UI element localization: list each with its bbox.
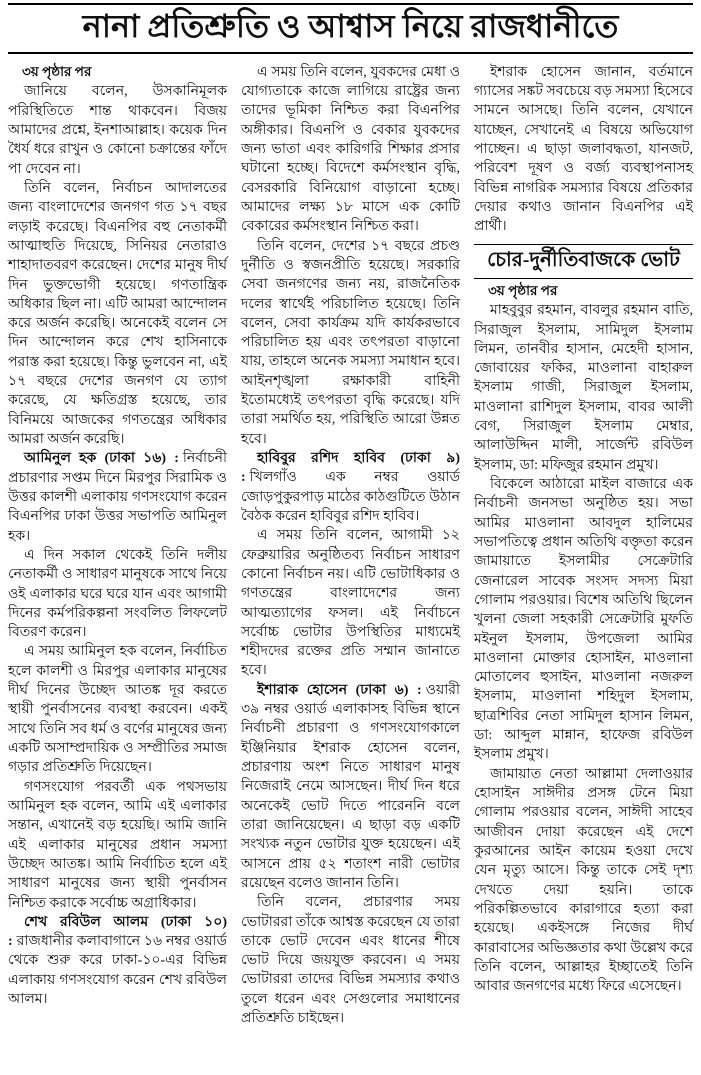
column-2	[241, 63, 460, 1029]
main-headline: নানা প্রতিশ্রুতি ও আশ্বাস নিয়ে রাজধানীতে	[82, 8, 619, 44]
paragraph: এ দিন সকাল থেকেই তিনি দলীয় নেতাকর্মী ও সাধারণ মানুষকে সাথে নিয়ে ওই এলাকার ঘরে ঘরে যান এবং আগামী দিনের কর্মপরিকল্পনা সংবলিত লিফলেট বিতরণ করেন।	[8, 547, 227, 641]
paragraph: গণসংযোগ পরবর্তী এক পথসভায় আমিনুল হক বলেন, আমি এই এলাকার সন্তান, এখানেই বড় হয়েছি। আমি জানি এই এলাকার মানুষের প্রধান সমস্যা উচ্ছেদ আতঙ্ক। আমি নির্বাচিত হলে এই সাধারণ মানুষের জন্য স্থায়ী পুনর্বাসন নিশ্চিত করাকে সর্বোচ্চ অগ্রাধিকার।	[8, 779, 227, 911]
candidate-name: হাবিবুর রশিদ হাবিব (ঢাকা ৯) :	[241, 451, 460, 486]
candidate-paragraph	[241, 449, 460, 526]
article-body	[8, 63, 693, 1029]
candidate-paragraph	[241, 681, 460, 893]
continuation-marker: ৩য় পৃষ্ঠার পর	[488, 282, 558, 298]
continuation-marker: ৩য় পৃষ্ঠার পর	[22, 63, 92, 79]
paragraph: এ সময় তিনি বলেন, যুবকদের মেধা ও যোগ্যতাকে কাজে লাগিয়ে রাষ্ট্রের জন্য তাদের ভূমিকা নিশ্চিত করা বিএনপির অঙ্গীকার। বিএনপি ও বেকার যুবকদের জন্য ভাতা এবং কারিগরি শিক্ষার প্রসার ঘটানো হচ্ছে। বিদেশে কর্মসংস্থান বৃদ্ধি, বেসরকারি বিনিয়োগ বাড়ানো হচ্ছে। আমাদের লক্ষ্য ১৮ মাসে এক কোটি বেকারের কর্মসংস্থান নিশ্চিত করা।	[241, 64, 460, 235]
paragraph-text: রাজধানীর কলাবাগানে ১৬ নম্বর ওয়ার্ড থেকে শুরু করে ঢাকা-১০-এর বিভিন্ন এলাকায় গণসংযোগ করেন শেখ রবিউল আলম।	[8, 934, 227, 1008]
candidate-paragraph	[8, 449, 227, 546]
second-headline-bottom-rule	[474, 278, 693, 279]
paragraph-text: ওয়ারী ৩৯ নম্বর ওয়ার্ড এলাকাসহ বিভিন্ন স্থানে নির্বাচনী প্রচারণা ও গণসংযোগকালে ইঞ্জিনিয়ার ইশরাক হোসেন বলেন, প্রচারণায় অংশ নিতে সাধারণ মানুষ নিজেরাই নেমে আসছেন। দীর্ঘ দিন ধরে অনেকেই ভোট দিতে পারেননি বলে তারা জানিয়েছেন। এ ছাড়া বড় একটি সংখ্যক নতুন ভোটার যুক্ত হয়েছেন। এই আসনে প্রায় ৫২ শতাংশ নারী ভোটার রয়েছেন বলেও জানান তিনি।	[241, 682, 460, 891]
paragraph: ইশরাক হোসেন জানান, বর্তমানে গ্যাসের সঙ্কট সবচেয়ে বড় সমস্যা হিসেবে সামনে আসছে। তিনি বলেন, যেখানে যাচ্ছেন, সেখানেই এ বিষয়ে অভিযোগ পাচ্ছেন। এ ছাড়া জলাবদ্ধতা, যানজট, পরিবেশ দূষণ ও বর্জ্য ব্যবস্থাপনাসহ বিভিন্ন নাগরিক সমস্যার বিষয়ে প্রতিকার দেয়ার কথাও জানান বিএনপির এই প্রার্থী।	[474, 64, 693, 235]
candidate-name: ইশারাক হোসেন (ঢাকা ৬) :	[257, 682, 422, 698]
second-article-header	[474, 244, 693, 279]
second-headline: চোর-দুর্নীতিবাজকে ভোট	[487, 248, 680, 271]
headline-bottom-rule	[8, 52, 693, 54]
candidate-name: শেখ রবিউল আলম (ঢাকা ১০) :	[8, 914, 227, 950]
candidate-paragraph	[8, 913, 227, 1010]
paragraph: এ সময় তিনি বলেন, আগামী ১২ ফেব্রুয়ারির অনুষ্ঠিতব্য নির্বাচন সাধারণ কোনো নির্বাচন নয়। এটি ভোটাধিকার ও গণতন্ত্রের বাংলাদেশের জন্য আত্মত্যাগের ফসল। এই নির্বাচনে সর্বোচ্চ ভোটার উপস্থিতির মাধ্যমেই শহীদদের রক্তের প্রতি সম্মান জানাতে হবে।	[241, 528, 460, 679]
article-header	[8, 3, 693, 54]
candidate-name: আমিনুল হক (ঢাকা ১৬) :	[24, 451, 179, 467]
paragraph-text: খিলগাঁও এক নম্বর ওয়ার্ড জোড়পুকুরপাড় মাঠের কাঠগুটিতে উঠান বৈঠক করেন হাবিবুর রশিদ হাবিব।	[241, 470, 460, 524]
column-1	[8, 63, 227, 1029]
paragraph: বিকেলে আঠারো মাইল বাজারে এক নির্বাচনী জনসভা অনুষ্ঠিত হয়। সভা আমির মাওলানা আবদুল হালিমের সভাপতিত্বে প্রধান অতিথি বক্তৃতা করেন জামায়াতে ইসলামীর সেক্রেটারি জেনারেল সাবেক সংসদ সদস্য মিয়া গোলাম পরওয়ার। বিশেষ অতিথি ছিলেন খুলনা জেলা সহকারী সেক্রেটারি মুফতি মইনুল ইসলাম, উপজেলা আমির মাওলানা মোক্তার হোসাইন, মাওলানা মোতালেব হুসাইন, মাওলানা নজরুল ইসলাম, মাওলানা শহিদুল ইসলাম, ছাত্রশিবির নেতা সামিদুল হাসান লিমন, ডা: আব্দুল মান্নান, হাফেজ রবিউল ইসলাম প্রমুখ।	[474, 477, 693, 763]
paragraph: জানিয়ে বলেন, উসকানিমূলক পরিস্থিতিতে শান্ত থাকবেন। বিজয় আমাদের প্রশ্নে, ইনশাআল্লাহ। কয়েক দিন ধৈর্য ধরে রাখুন ও কোনো চক্রান্তের ফাঁদে পা দেবেন না।	[8, 84, 227, 177]
column-3	[474, 63, 693, 1029]
paragraph: এ সময় আমিনুল হক বলেন, নির্বাচিত হলে কালশী ও মিরপুর এলাকার মানুষের দীর্ঘ দিনের উচ্ছেদ আতঙ্ক দূর করতে স্থায়ী পুনর্বাসনের ব্যবস্থা করবেন। একই সাথে তিনি সব ধর্ম ও বর্ণের মানুষের জন্য একটি অসাম্প্রদায়িক ও সম্প্রীতির সমাজ গড়ার প্রতিশ্রুতি দিয়েছেন।	[8, 644, 227, 776]
paragraph: তিনি বলেন, দেশের ১৭ বছরে প্রচণ্ড দুর্নীতি ও স্বজনপ্রীতি হয়েছে। সরকারি সেবা জনগণের জন্য নয়, রাজনৈতিক দলের স্বার্থেই পরিচালিত হয়েছে। তিনি বলেন, সেবা কার্যক্রম যদি কার্যকরভাবে পরিচালিত হয় এবং তৎপরতা বাড়ানো যায়, তাহলে অনেক সমস্যা সমাধান হবে। আইনশৃঙ্খলা রক্ষাকারী বাহিনী ইতোমধ্যেই তৎপরতা বৃদ্ধি করেছে। যদি তারা সমর্থিত হয়, পরিস্থিতি আরো উন্নত হবে।	[241, 238, 460, 447]
paragraph-text: নির্বাচনী প্রচারণার সপ্তম দিনে মিরপুর সিরামিক ও উত্তর কালশী এলাকায় গণসংযোগ করেন বিএনপির ঢাকা উত্তর সভাপতি আমিনুল হক।	[8, 451, 227, 544]
paragraph: তিনি বলেন, প্রচারণার সময় ভোটাররা তাঁকে আশ্বস্ত করেছেন যে তারা তাকে ভোট দেবেন এবং ধানের শীষে ভোট দিয়ে জয়যুক্ত করবেন। এ সময় ভোটাররা তাদের বিভিন্ন সমস্যার কথাও তুলে ধরেন এবং সেগুলোর সমাধানের প্রতিশ্রুতি চাইছেন।	[241, 895, 460, 1027]
paragraph: জামায়াত নেতা আল্লামা দেলাওয়ার হোসাইন সাঈদীর প্রসঙ্গ টেনে মিয়া গোলাম পরওয়ার বলেন, সাঈদী সাহেব আজীবন দোয়া করেছেন এই দেশে কুরআনের আইন কায়েম হওয়া দেখে যেন মৃত্যু আসে। কিন্তু তাকে সেই দৃশ্য দেখতে দেয়া হয়নি। তাকে পরিকল্পিতভাবে কারাগারে হত্যা করা হয়েছে। একইসঙ্গে নিজের দীর্ঘ কারাবাসের অভিজ্ঞতার কথা উল্লেখ করে তিনি বলেন, আল্লাহর ইচ্ছাতেই তিনি আবার জনগণের মধ্যে ফিরে এসেছেন।	[474, 766, 693, 995]
paragraph: তিনি বলেন, নির্বাচন আদালতের জন্য বাংলাদেশের জনগণ গত ১৭ বছর লড়াই করেছে। বিএনপির বহু নেতাকর্মী আত্মাহুতি দিয়েছে, সিনিয়র নেতারাও শাহাদাতবরণ করেছেন। দেশের মানুষ দীর্ঘ দিন ভুক্তভোগী হয়েছে। গণতান্ত্রিক অধিকার ছিল না। এটি আমরা আন্দোলন করে অর্জন করেছি। অনেকেই বলেন সে দিন আন্দোলন করে শেখ হাসিনাকে পরাস্ত করা হয়েছে। কিন্তু ভুলবেন না, এই ১৭ বছরে দেশের জনগণ যে ত্যাগ করেছে, যে ক্ষতিগ্রস্ত হয়েছে, তার বিনিময়ে আজকের গণতন্ত্রের অধিকার আমরা অর্জন করেছি।	[8, 180, 227, 448]
paragraph: মাহবুবুর রহমান, বাবলুর রহমান বাতি, সিরাজুল ইসলাম, সামিদুল ইসলাম লিমন, তানবীর হাসান, মেহেদী হাসান, জোবায়ের ফকির, মাওলানা বাহারুল ইসলাম গাজী, সিরাজুল ইসলাম, মাওলানা রাশিদুল ইসলাম, বাবর আলী বেগ, সিরাজুল ইসলাম মেম্বার, আলাউদ্দিন মালী, সার্জেন্ট রবিউল ইসলাম, ডা: মফিজুর রহমান প্রমুখ।	[474, 303, 693, 473]
